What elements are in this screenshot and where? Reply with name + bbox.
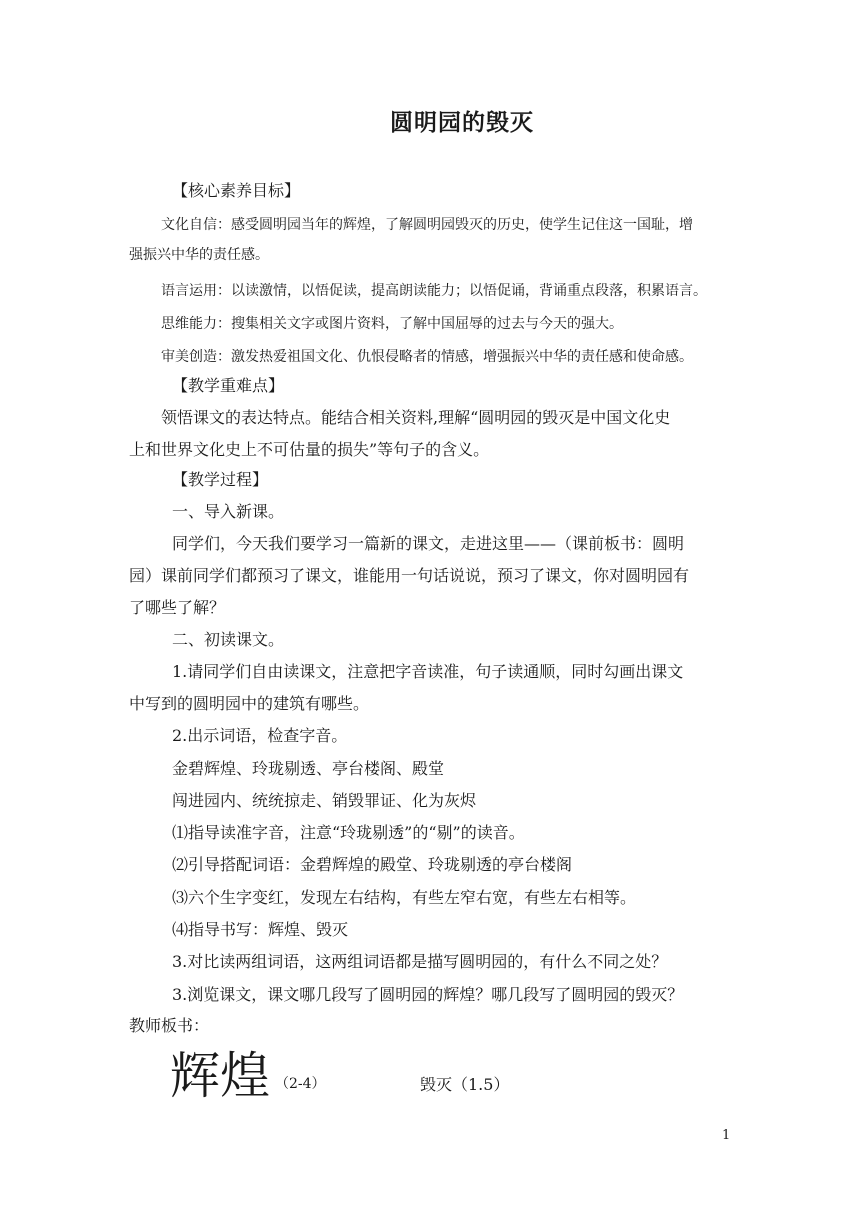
sub-step4: ⑷指导书写：辉煌、毁灭 (172, 920, 349, 939)
key-points-heading: 【教学重难点】 (172, 376, 285, 395)
board-glory: 辉煌 (170, 1047, 270, 1105)
key-points-line1: 领悟课文的表达特点。能结合相关资料,理解“圆明园的毁灭是中国文化史 (161, 408, 671, 427)
intro-line2: 园）课前同学们都预习了课文，谁能用一句话说说，预习了课文，你对圆明园有 (129, 566, 690, 585)
board-glory-range: （2-4） (275, 1076, 326, 1092)
culture-goal-line2: 强振兴中华的责任感。 (129, 247, 269, 263)
process-heading: 【教学过程】 (172, 470, 269, 489)
intro-line1: 同学们，今天我们要学习一篇新的课文，走进这里——（课前板书：圆明 (172, 534, 685, 553)
key-points-line2: 上和世界文化史上不可估量的损失”等句子的含义。 (129, 440, 490, 459)
sub-step3: ⑶六个生字变红，发现左右结构，有些左窄右宽，有些左右相等。 (172, 888, 637, 907)
aesthetic-goal: 审美创造：激发热爱祖国文化、仇恨侵略者的情感，增强振兴中华的责任感和使命感。 (161, 349, 693, 365)
words-group1: 金碧辉煌、玲珑剔透、亭台楼阁、殿堂 (172, 759, 445, 778)
language-goal: 语言运用：以读激情，以悟促读，提高朗读能力；以悟促诵，背诵重点段落，积累语言。 (161, 283, 707, 299)
item2: 2.出示词语，检查字音。 (172, 726, 348, 745)
sub-step2: ⑵引导搭配词语：金碧辉煌的殿堂、玲珑剔透的亭台楼阁 (172, 855, 573, 874)
core-goals-heading: 【核心素养目标】 (172, 181, 301, 200)
step-two: 二、初读课文。 (172, 630, 285, 649)
item1-line1: 1.请同学们自由读课文，注意把字音读准，句子读通顺，同时勾画出课文 (172, 662, 684, 681)
page-number: 1 (722, 1128, 731, 1143)
step-one: 一、导入新课。 (172, 502, 285, 521)
intro-line3: 了哪些了解？ (129, 598, 226, 617)
page-title: 圆明园的毁灭 (390, 110, 534, 136)
sub-step1: ⑴指导读准字音，注意“玲珑剔透”的“剔”的读音。 (172, 823, 525, 842)
item3b: 3.浏览课文，课文哪几段写了圆明园的辉煌？哪几段写了圆明园的毁灭？ (172, 985, 684, 1004)
item1-line2: 中写到的圆明园中的建筑有哪些。 (129, 694, 370, 713)
board-label: 教师板书： (129, 1016, 210, 1035)
item3: 3.对比读两组词语，这两组词语都是描写圆明园的，有什么不同之处？ (172, 952, 668, 971)
board-destroy: 毁灭（1.5） (420, 1075, 510, 1094)
thinking-goal: 思维能力：搜集相关文字或图片资料，了解中国屈辱的过去与今天的强大。 (161, 316, 623, 332)
culture-goal-line1: 文化自信：感受圆明园当年的辉煌，了解圆明园毁灭的历史，使学生记住这一国耻，增 (161, 217, 693, 233)
words-group2: 闯进园内、统统掠走、销毁罪证、化为灰烬 (172, 791, 477, 810)
